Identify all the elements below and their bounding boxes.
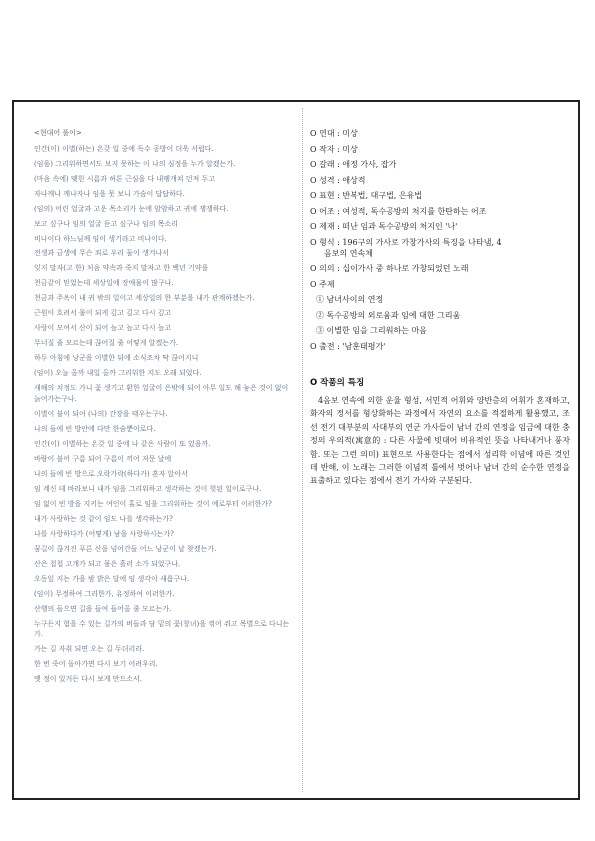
- translation-line: 이별이 불이 되어 (나의) 간장을 태우는구나.: [34, 409, 168, 418]
- info-form-line2: 음보의 연속체: [324, 248, 373, 258]
- info-item-source: O 출전 : '남훈태평가': [310, 341, 386, 351]
- theme-item-3: ③ 이별한 임을 그리워하는 마음: [316, 326, 427, 336]
- translation-line: 한 번 죽어 돌아가면 다시 보기 어려우리.: [34, 660, 158, 669]
- translation-line: (임을) 그리워하면서도 보지 못하는 이 나의 심정을 누가 알겠는가.: [34, 159, 236, 168]
- translation-line: 산은 첩첩 고개가 되고 물은 흘러 소가 되었구나.: [34, 559, 181, 568]
- translation-line: 나를 사랑하다가 (어떻게) 남을 사랑하시는가?: [34, 529, 174, 538]
- info-item-theme-label: O 주제: [310, 279, 335, 289]
- features-body: 4음보 연속에 의한 운율 형성, 서민적 어휘와 양반층의 어휘가 혼재하고, 화자의 정서를 형상화하는 과정에서 자연의 요소를 적절하게 활용했고, 조선 전기 대부분의 사대부의 연군 가사들이 남녀 간의 연정을 임금에 대한 충정의 우의적(寓意的 : 다른 사물에 빗대어 비유적인 뜻을 나타내거나 풍자함. 또는 그런 의미) 표현으로 사용한다는 점에서 성리학 이념에 따른 것인데 반해, 이 노래는 그러한 이념적 틀에서 벗어나 남녀 간의 순수한 연정을 표출하고 있다는 점에서 전기 가사와 구분된다.: [310, 395, 570, 486]
- translation-line: 천금과 주옥이 내 귀 밖의 일이고 세상일의 한 부분을 내가 관계하겠는가.: [34, 294, 255, 303]
- info-item-tone: O 어조 : 여성적, 독수공방의 처지를 한탄하는 어조: [310, 206, 487, 216]
- info-form-line1: O 형식 : 196구의 가사로 가창가사의 특징을 나타냄, 4: [310, 237, 502, 247]
- modern-translation-column: [34, 128, 296, 689]
- info-item-expression: O 표현 : 반복법, 대구법, 은유법: [310, 191, 423, 200]
- info-item-subject: O 제재 : 떠난 임과 독수공방의 처지인 '나': [310, 222, 458, 231]
- translation-line: 산행의 들으면 길을 들여 들어올 줄 모르는가.: [34, 604, 172, 613]
- translation-line: 임 계신 데 바라보니 내가 임을 그리워하고 생각하는 것이 헛된 일이로구나.: [34, 484, 262, 493]
- translation-lines: [34, 144, 296, 685]
- translation-line: (임이) 오늘 올까 내일 올까 그리워한 지도 오래 되었다.: [34, 369, 202, 378]
- translation-line: 누구든지 험을 수 있는 길가의 버들과 담 밑의 꽃(창녀)을 꺾어 쥐고 목별으로 다니는가.: [34, 619, 290, 639]
- translation-line: 가는 길 자취 되면 오는 길 두더리라.: [34, 645, 145, 654]
- translation-line: 임 없이 빈 방을 지키는 여인이 홀로 임을 그리워하는 것이 예로부터 이러한가?: [34, 499, 272, 508]
- translation-line: 전생과 금생에 무슨 죄로 우리 둘이 생겨나서: [34, 249, 170, 258]
- translation-line: 인간(이) 이별하는 온갖 일 중에 나 같은 사람이 또 있을까.: [34, 439, 211, 448]
- translation-line: 바람이 불어 구름 되어 구름이 끼어 저문 날에: [34, 454, 172, 463]
- document-frame: [12, 100, 580, 800]
- info-item-meaning: O 의의 : 십이가사 중 하나로 가창되었던 노래: [310, 264, 469, 274]
- info-item-author: O 작자 : 미상: [310, 144, 358, 154]
- translation-line: 나의 들에 빈 방안에 다만 한숨뿐이로다.: [34, 424, 156, 433]
- translation-line: 사랑이 모여서 산이 되어 높고 높고 다시 높고: [34, 324, 172, 333]
- theme-item-2: ② 독수공방의 외로움과 임에 대한 그리움: [316, 310, 461, 320]
- translation-line: 비나이다 하느님께 임이 생기라고 비나이다.: [34, 234, 167, 243]
- translation-line: 내가 사랑하는 것 같이 임도 나를 생각하는가?: [34, 514, 173, 523]
- translation-line: 인간(이) 이별(하는) 온갖 일 중에 독수 공방이 더욱 서럽다.: [34, 144, 214, 153]
- translation-line: 보고 싶구나 임의 얼굴 듣고 싶구나 임의 목소리: [34, 219, 179, 228]
- translation-heading: <현대어 풀이>: [34, 129, 82, 137]
- info-list: [310, 128, 570, 352]
- info-item-era: O 연대 : 미상: [310, 129, 358, 138]
- translation-line: 하두 아침에 낭군을 이별한 뒤에 소식조차 딱 끊어지니: [34, 354, 199, 363]
- translation-line: 새해의 치정도 가니 꽃 생기고 환한 얼굴이 은밖에 되어 아무 일도 해 놓은 것이 없이 늙어가는구나.: [34, 384, 289, 403]
- translation-line: 옛 정이 있거든 다시 보게 만드소서.: [34, 675, 143, 684]
- column-divider: [302, 108, 303, 792]
- features-title: O 작품의 특징: [310, 377, 365, 388]
- translation-line: 나의 들에 빈 방으로 오락가락(하다가) 혼자 앉아서: [34, 469, 189, 478]
- info-item-form: [310, 237, 570, 259]
- translation-line: (임이) 무정하여 그리한가, 유정하여 이러한가.: [34, 589, 175, 598]
- info-item-genre: O 갈래 : 애정 가사, 잡가: [310, 160, 397, 169]
- info-item-character: O 성격 : 애상적: [310, 175, 366, 185]
- translation-line: 천금같이 믿었는데 세상일에 장애물이 많구나.: [34, 279, 174, 288]
- translation-line: 오동잎 지는 가을 밤 밝은 달에 임 생각이 새롭구나.: [34, 574, 190, 583]
- theme-item-1: ① 남녀사이의 연정: [316, 295, 384, 305]
- translation-line: 자나깨나 깨나자나 임을 못 보니 가슴이 답답하다.: [34, 189, 185, 198]
- translation-line: 무너질 줄 모르는데 끊어질 줄 어떻게 알겠는가.: [34, 339, 179, 348]
- translation-line: 꿈길이 끊겨진 푸른 산을 넘어간들 어느 낭군이 날 찾겠는가.: [34, 544, 217, 553]
- work-info-column: [310, 128, 570, 488]
- translation-line: 잊지 말자(고 한) 처음 약속과 죽지 말자고 한 백년 기약을: [34, 264, 209, 273]
- translation-line: (마음 속에) 맺힌 시름과 허튼 근심을 다 내팽개쳐 던져 두고: [34, 174, 216, 183]
- translation-line: 근원이 흐려서 물이 되게 깊고 깊고 다시 깊고: [34, 309, 172, 318]
- translation-line: (임의) 어린 얼굴과 고운 목소리가 눈에 암암하고 귀에 쟁쟁하다.: [34, 204, 229, 213]
